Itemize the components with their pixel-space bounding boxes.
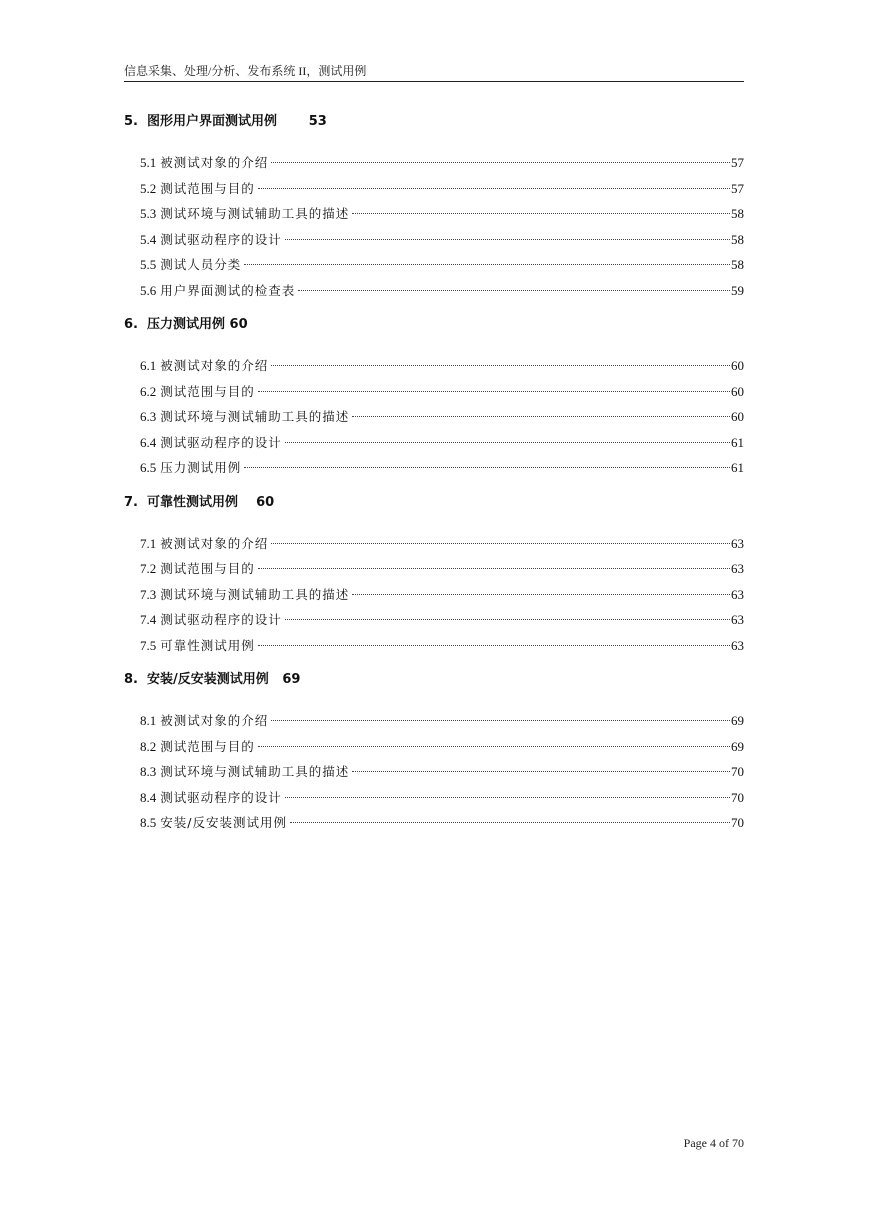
toc-entry-label [140, 607, 282, 633]
toc-entry-text: 测试范围与目的 [160, 383, 255, 399]
toc-entry-number: 6.3 [140, 409, 157, 424]
toc-entry-page: 60 [731, 409, 744, 424]
toc-section [124, 112, 744, 303]
page-header [124, 64, 744, 82]
dot-leader [352, 594, 730, 595]
dot-leader [285, 797, 730, 798]
dot-leader [290, 822, 730, 823]
toc-entry[interactable] [140, 810, 744, 836]
dot-leader [258, 391, 730, 392]
toc-entry-label [140, 531, 268, 557]
toc-section [124, 493, 744, 659]
table-of-contents [124, 112, 744, 848]
toc-entry[interactable] [140, 455, 744, 481]
toc-entry-page: 58 [731, 231, 744, 247]
toc-entry[interactable] [140, 734, 744, 760]
toc-entry-text: 被测试对象的介绍 [160, 713, 269, 728]
toc-entry-text: 被测试对象的介绍 [160, 155, 269, 170]
toc-entry-page: 63 [731, 561, 744, 576]
toc-entry[interactable] [140, 404, 744, 430]
toc-entry-page: 70 [731, 789, 744, 805]
toc-entry-page: 57 [731, 155, 744, 170]
toc-entry-number: 5.1 [140, 155, 157, 170]
toc-entry-text: 测试驱动程序的设计 [160, 231, 282, 247]
toc-entry-text: 测试环境与测试辅助工具的描述 [160, 206, 350, 221]
toc-entry-label [140, 785, 282, 811]
toc-entry[interactable] [140, 252, 744, 278]
document-title: 信息采集、处理/分析、发布系统 II，测试用例 [124, 64, 367, 78]
toc-entry-label [140, 353, 268, 379]
toc-entry-label [140, 176, 255, 202]
dot-leader [285, 619, 730, 620]
toc-entry-label [140, 430, 282, 456]
toc-entry[interactable] [140, 201, 744, 227]
toc-entry-list [124, 353, 744, 481]
dot-leader [258, 645, 730, 646]
toc-entry-label [140, 582, 349, 608]
dot-leader [352, 416, 730, 417]
toc-entry-text: 可靠性测试用例 [160, 637, 255, 653]
toc-entry-number: 8.3 [140, 764, 157, 779]
dot-leader [271, 162, 730, 163]
toc-entry-list [124, 150, 744, 303]
toc-entry-text: 测试范围与目的 [160, 180, 255, 196]
toc-entry-page: 59 [731, 282, 744, 298]
toc-entry-label [140, 379, 255, 405]
toc-entry-number: 6.1 [140, 358, 157, 373]
toc-entry-number: 8.2 [140, 738, 157, 754]
toc-entry-label [140, 734, 255, 760]
toc-entry-page: 69 [731, 738, 744, 754]
toc-entry-page: 60 [731, 358, 744, 373]
toc-entry-label [140, 810, 287, 836]
toc-entry-list [124, 531, 744, 659]
toc-entry-text: 压力测试用例 [160, 460, 242, 475]
dot-leader [352, 213, 730, 214]
toc-entry-page: 63 [731, 535, 744, 551]
toc-entry-text: 测试环境与测试辅助工具的描述 [160, 764, 350, 779]
dot-leader [271, 365, 730, 366]
toc-entry[interactable] [140, 607, 744, 633]
toc-section-title[interactable]: 5. 图形用户界面测试用例 53 [124, 114, 327, 129]
dot-leader [258, 746, 730, 747]
toc-entry-label [140, 278, 295, 304]
toc-entry[interactable] [140, 227, 744, 253]
toc-entry-number: 6.2 [140, 383, 157, 399]
toc-section-title[interactable]: 8. 安装/反安装测试用例 69 [124, 672, 301, 687]
dot-leader [244, 264, 730, 265]
toc-entry-number: 8.4 [140, 789, 157, 805]
toc-entry-page: 61 [731, 434, 744, 450]
toc-entry[interactable] [140, 176, 744, 202]
toc-entry-text: 被测试对象的介绍 [160, 358, 269, 373]
toc-entry-number: 8.1 [140, 713, 157, 728]
toc-entry-text: 被测试对象的介绍 [160, 535, 269, 551]
toc-entry[interactable] [140, 150, 744, 176]
toc-entry-text: 测试范围与目的 [160, 738, 255, 754]
toc-entry-page: 60 [731, 383, 744, 399]
toc-entry-text: 测试驱动程序的设计 [160, 789, 282, 805]
toc-entry[interactable] [140, 353, 744, 379]
toc-entry[interactable] [140, 278, 744, 304]
toc-section-title[interactable]: 7. 可靠性测试用例 60 [124, 494, 275, 510]
toc-entry-list [124, 708, 744, 836]
toc-entry-label [140, 201, 349, 227]
toc-entry-label [140, 556, 255, 582]
toc-entry-label [140, 150, 268, 176]
toc-entry[interactable] [140, 759, 744, 785]
toc-entry-text: 测试驱动程序的设计 [160, 434, 282, 450]
toc-entry-number: 5.6 [140, 282, 157, 298]
toc-entry-page: 70 [731, 815, 744, 830]
toc-entry-number: 7.5 [140, 637, 157, 653]
toc-entry-number: 5.4 [140, 231, 157, 247]
dot-leader [285, 442, 730, 443]
toc-entry-page: 57 [731, 180, 744, 196]
toc-section-title[interactable]: 6. 压力测试用例 60 [124, 317, 248, 332]
toc-entry[interactable] [140, 582, 744, 608]
dot-leader [285, 239, 730, 240]
toc-entry[interactable] [140, 633, 744, 659]
toc-entry[interactable] [140, 556, 744, 582]
toc-entry-text: 测试人员分类 [160, 257, 242, 272]
toc-entry-text: 测试范围与目的 [160, 561, 255, 576]
toc-entry-text: 安装/反安装测试用例 [160, 815, 287, 830]
page-number: Page 4 of 70 [683, 1136, 744, 1150]
toc-entry-number: 7.3 [140, 586, 157, 602]
toc-entry[interactable] [140, 379, 744, 405]
toc-entry-text: 用户界面测试的检查表 [160, 282, 296, 298]
toc-entry-number: 5.5 [140, 257, 157, 272]
toc-entry-page: 63 [731, 637, 744, 653]
dot-leader [244, 467, 730, 468]
toc-entry-label [140, 455, 241, 481]
dot-leader [258, 568, 730, 569]
toc-entry-label [140, 252, 241, 278]
toc-entry-number: 8.5 [140, 815, 157, 830]
toc-entry-label [140, 708, 268, 734]
toc-entry[interactable] [140, 708, 744, 734]
toc-entry-label [140, 404, 349, 430]
toc-section [124, 670, 744, 836]
toc-entry-page: 69 [731, 713, 744, 728]
toc-entry-label [140, 227, 282, 253]
toc-entry-label [140, 759, 349, 785]
toc-entry-page: 61 [731, 460, 744, 475]
toc-entry-text: 测试环境与测试辅助工具的描述 [160, 409, 350, 424]
toc-entry-number: 6.5 [140, 460, 157, 475]
dot-leader [271, 720, 730, 721]
toc-entry-number: 7.2 [140, 561, 157, 576]
toc-entry[interactable] [140, 430, 744, 456]
dot-leader [258, 188, 730, 189]
toc-entry-text: 测试环境与测试辅助工具的描述 [160, 586, 350, 602]
toc-entry-number: 6.4 [140, 434, 157, 450]
toc-entry-page: 63 [731, 586, 744, 602]
toc-entry-page: 63 [731, 612, 744, 627]
toc-entry-text: 测试驱动程序的设计 [160, 612, 282, 627]
dot-leader [271, 543, 730, 544]
toc-entry-page: 58 [731, 257, 744, 272]
dot-leader [298, 290, 730, 291]
toc-entry[interactable] [140, 531, 744, 557]
toc-entry-label [140, 633, 255, 659]
toc-section [124, 315, 744, 481]
toc-entry[interactable] [140, 785, 744, 811]
toc-entry-number: 5.2 [140, 180, 157, 196]
toc-entry-page: 58 [731, 206, 744, 221]
toc-entry-number: 7.4 [140, 612, 157, 627]
page-footer [684, 1136, 744, 1151]
toc-entry-number: 5.3 [140, 206, 157, 221]
toc-entry-page: 70 [731, 764, 744, 779]
toc-entry-number: 7.1 [140, 535, 157, 551]
dot-leader [352, 771, 730, 772]
